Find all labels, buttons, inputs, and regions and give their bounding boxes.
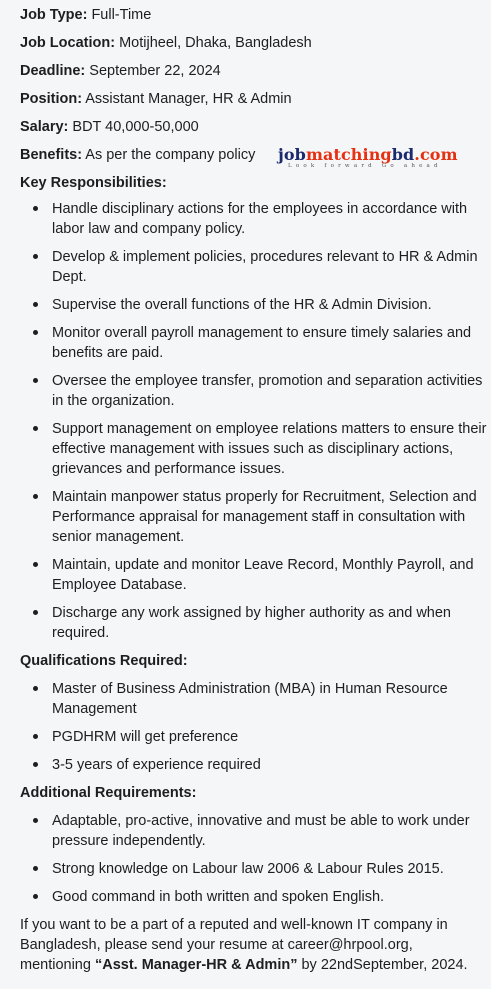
list-item: Adaptable, pro-active, innovative and must be able to work under pressure independently. [20, 811, 488, 851]
logo-part-bd: bd [391, 145, 415, 164]
position-value: Assistant Manager, HR & Admin [85, 91, 292, 107]
job-post [20, 0, 488, 975]
list-item: Oversee the employee transfer, promotion and separation activities in the organization. [20, 371, 488, 411]
salary-label: Salary: [20, 119, 69, 135]
list-item: Good command in both written and spoken English. [20, 887, 488, 907]
list-item: Discharge any work assigned by higher authority as and when required. [20, 603, 488, 643]
additional-heading: Additional Requirements: [20, 785, 197, 801]
salary-value: BDT 40,000-50,000 [72, 119, 199, 135]
list-item: Support management on employee relations matters to ensure their effective management with issues such as disciplinary actions, grievances and performance issues. [20, 419, 488, 479]
location-label: Job Location: [20, 35, 116, 51]
list-item: PGDHRM will get preference [20, 727, 488, 747]
list-item: Develop & implement policies, procedures relevant to HR & Admin Dept. [20, 247, 488, 287]
job-type-value: Full-Time [91, 7, 152, 23]
position-label: Position: [20, 91, 83, 107]
list-item: Strong knowledge on Labour law 2006 & Labour Rules 2015. [20, 859, 488, 879]
list-item: Supervise the overall functions of the HR & Admin Division. [20, 295, 488, 315]
additional-list [20, 811, 488, 907]
job-type-row [20, 1, 488, 29]
logo-part-job: job [278, 145, 306, 164]
logo-part-com: .com [414, 145, 458, 164]
qualifications-heading: Qualifications Required: [20, 653, 188, 669]
deadline-label: Deadline: [20, 63, 86, 79]
responsibilities-list [20, 199, 488, 643]
job-type-label: Job Type: [20, 7, 88, 23]
closing-text-end: by 22ndSeptember, 2024. [297, 957, 468, 973]
jobmatchingbd-logo [278, 147, 464, 169]
logo-tagline: Look forward Go ahead [288, 163, 442, 169]
location-value: Motijheel, Dhaka, Bangladesh [119, 35, 312, 51]
salary-row [20, 113, 488, 141]
location-row [20, 29, 488, 57]
closing-subject: “Asst. Manager-HR & Admin” [94, 957, 298, 973]
responsibilities-heading [20, 169, 488, 197]
list-item: Maintain manpower status properly for Recruitment, Selection and Performance appraisal for management staff in consultation with senior management. [20, 487, 488, 547]
deadline-row [20, 57, 488, 85]
list-item: 3-5 years of experience required [20, 755, 488, 775]
qualifications-list [20, 679, 488, 775]
logo-part-matching: matching [305, 145, 392, 164]
responsibilities-heading-text: Key Responsibilities: [20, 175, 167, 191]
benefits-row [20, 141, 488, 169]
deadline-value: September 22, 2024 [89, 63, 221, 79]
benefits-label: Benefits: [20, 147, 83, 163]
list-item: Handle disciplinary actions for the employees in accordance with labor law and company policy. [20, 199, 488, 239]
application-instructions [20, 915, 480, 975]
list-item: Monitor overall payroll management to ensure timely salaries and benefits are paid. [20, 323, 488, 363]
list-item: Maintain, update and monitor Leave Record, Monthly Payroll, and Employee Database. [20, 555, 488, 595]
list-item: Master of Business Administration (MBA) in Human Resource Management [20, 679, 488, 719]
closing-text-start: If you want to be a part of a reputed and well-known IT company in Bangladesh, please send your resume at career@hrpool.org, mentioning [20, 917, 448, 973]
position-row [20, 85, 488, 113]
benefits-value: As per the company policy [85, 147, 256, 163]
